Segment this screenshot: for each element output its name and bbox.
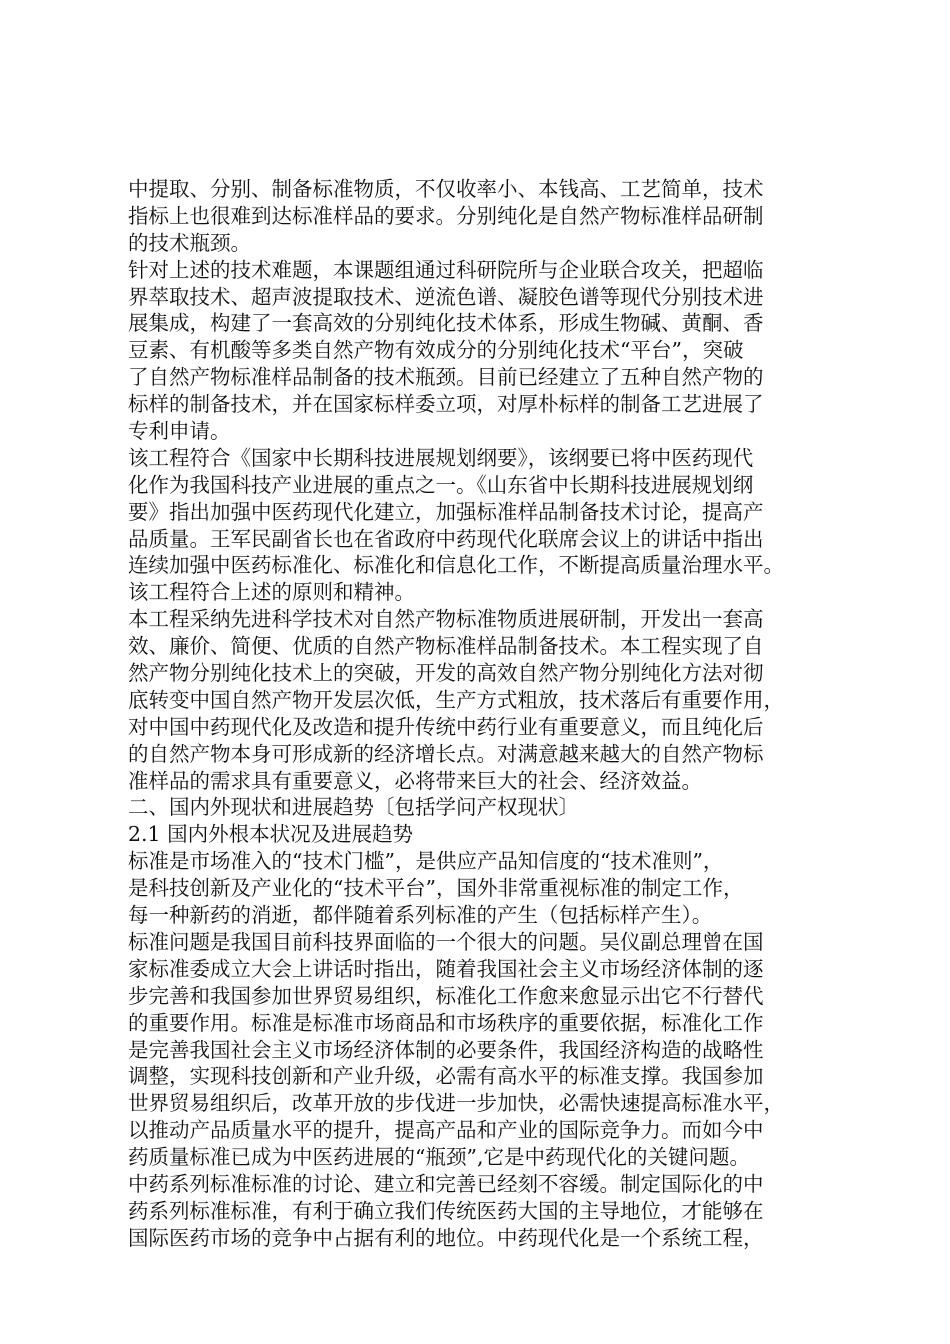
text-line: 标样的制备技术，并在国家标样委立项，对厚朴标样的制备工艺进展了 (128, 392, 764, 417)
text-line: 2.1 国内外根本状况及进展趋势 (128, 822, 414, 847)
text-line: 国际医药市场的竞争中占据有利的地位。中药现代化是一个系统工程， (128, 1225, 764, 1250)
text-line: 调整，实现科技创新和产业升级，必需有高水平的标准支撑。我国参加 (128, 1064, 764, 1089)
text-line: 本工程采纳先进科学技术对自然产物标准物质进展研制，开发出一套高 (128, 607, 764, 632)
text-line: 该工程符合《国家中长期科技进展规划纲要》，该纲要已将中医药现代 (128, 445, 754, 470)
paragraph (128, 821, 828, 848)
text-line: 的技术瓶颈。 (128, 230, 251, 255)
text-line: 准样品的需求具有重要意义，必将带来巨大的社会、经济效益。 (128, 768, 702, 793)
paragraph (128, 445, 828, 606)
text-line: 标准是市场准入的“技术门槛”，是供应产品知信度的“技术准则”， (128, 849, 724, 874)
text-line: 是完善我国社会主义市场经济体制的必要条件，我国经济构造的战略性 (128, 1037, 764, 1062)
document-page (128, 176, 828, 1252)
text-line: 标准问题是我国目前科技界面临的一个很大的问题。吴仪副总理曾在国 (128, 929, 764, 954)
text-line: 针对上述的技术难题，本课题组通过科研院所与企业联合攻关，把超临 (128, 257, 764, 282)
text-line: 每一种新药的消逝，都伴随着系列标准的产生（包括标样产生）。 (128, 903, 713, 928)
text-line: 二、国内外现状和进展趋势〔包括学问产权现状〕 (128, 795, 579, 820)
text-line: 专利申请。 (128, 419, 231, 444)
text-line: 是科技创新及产业化的“技术平台”，国外非常重视标准的制定工作， (128, 876, 744, 901)
text-line: 家标准委成立大会上讲话时指出，随着我国社会主义市场经济体制的逐 (128, 956, 764, 981)
text-line: 该工程符合上述的原则和精神。 (128, 580, 415, 605)
paragraph (128, 929, 828, 1252)
text-line: 中药系列标准标准的讨论、建立和完善已经刻不容缓。制定国际化的中 (128, 1171, 764, 1196)
paragraph (128, 257, 828, 445)
text-line: 然产物分别纯化技术上的突破，开发的高效自然产物分别纯化方法对彻 (128, 661, 764, 686)
text-line: 界萃取技术、超声波提取技术、逆流色谱、凝胶色谱等现代分别技术进 (128, 284, 764, 309)
text-line: 对中国中药现代化及改造和提升传统中药行业有重要意义，而且纯化后 (128, 714, 764, 739)
text-line: 了自然产物标准样品制备的技术瓶颈。目前已经建立了五种自然产物的 (128, 365, 764, 390)
text-line: 的自然产物本身可形成新的经济增长点。对满意越来越大的自然产物标 (128, 741, 764, 766)
text-line: 豆素、有机酸等多类自然产物有效成分的分别纯化技术“平台”，突破 (128, 338, 744, 363)
text-line: 化作为我国科技产业进展的重点之一。《山东省中长期科技进展规划纲 (128, 472, 754, 497)
text-line: 要》指出加强中医药现代化建立，加强标准样品制备技术讨论，提高产 (128, 499, 764, 524)
text-line: 底转变中国自然产物开发层次低，生产方式粗放，技术落后有重要作用， (128, 687, 784, 712)
text-line: 品质量。王军民副省长也在省政府中药现代化联席会议上的讲话中指出 (128, 526, 764, 551)
text-line: 展集成，构建了一套高效的分别纯化技术体系，形成生物碱、黄酮、香 (128, 311, 764, 336)
text-line: 指标上也很难到达标准样品的要求。分别纯化是自然产物标准样品研制 (128, 203, 764, 228)
paragraph (128, 606, 828, 794)
text-line: 连续加强中医药标准化、标准化和信息化工作，不断提高质量治理水平。 (128, 553, 784, 578)
text-line: 中提取、分别、制备标准物质，不仅收率小、本钱高、工艺简单，技术 (128, 177, 764, 201)
text-line: 的重要作用。标准是标准市场商品和市场秩序的重要依据，标准化工作 (128, 1010, 764, 1035)
text-line: 以推动产品质量水平的提升，提高产品和产业的国际竞争力。而如今中 (128, 1118, 764, 1143)
paragraph (128, 176, 828, 257)
paragraph (128, 848, 828, 929)
text-line: 药质量标准已成为中医药进展的“瓶颈”,它是中药现代化的关键问题。 (128, 1145, 750, 1170)
text-line: 药系列标准标准，有利于确立我们传统医药大国的主导地位，才能够在 (128, 1198, 764, 1223)
text-line: 步完善和我国参加世界贸易组织，标准化工作愈来愈显示出它不行替代 (128, 983, 764, 1008)
text-line: 世界贸易组织后，改革开放的步伐进一步加快，必需快速提高标准水平， (128, 1091, 784, 1116)
text-line: 效、廉价、简便、优质的自然产物标准样品制备技术。本工程实现了自 (128, 634, 764, 659)
paragraph (128, 794, 828, 821)
